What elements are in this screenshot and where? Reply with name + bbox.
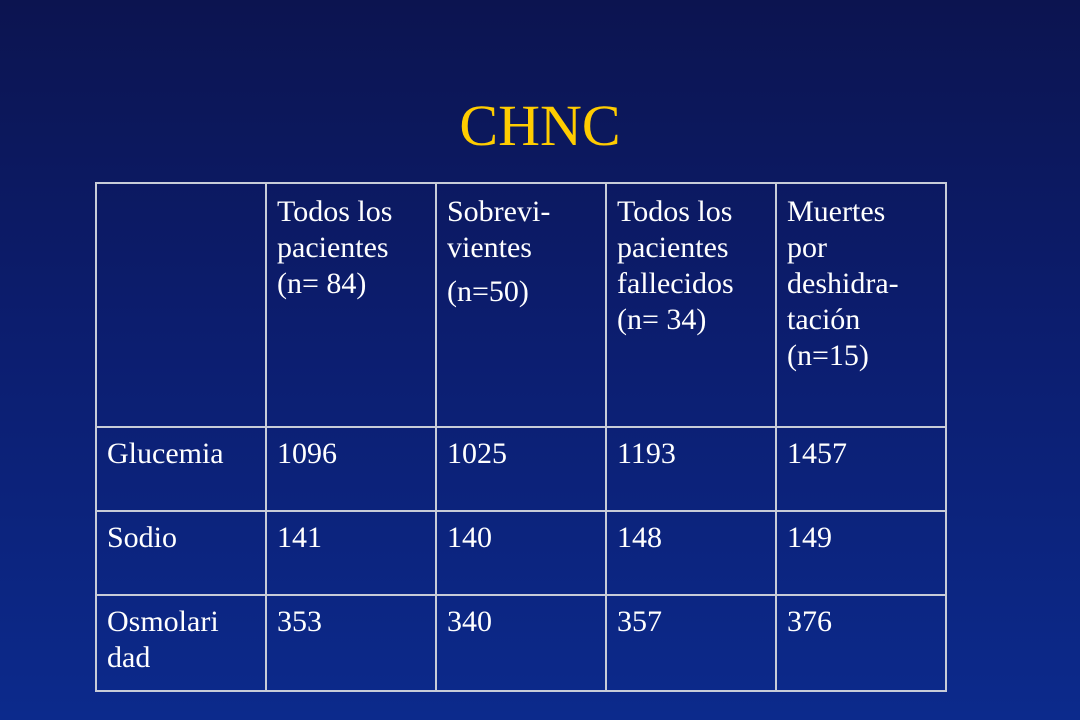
- table-cell: 1457: [776, 427, 946, 511]
- table-cell: 1193: [606, 427, 776, 511]
- table-cell: 1025: [436, 427, 606, 511]
- table-cell: 376: [776, 595, 946, 691]
- header-text-line: Sobrevi-: [447, 195, 551, 228]
- header-text-line: vientes: [447, 231, 532, 264]
- table-cell: 140: [436, 511, 606, 595]
- row-label-text: dad: [107, 641, 151, 674]
- table-cell: 148: [606, 511, 776, 595]
- table-cell: 357: [606, 595, 776, 691]
- table-cell: 353: [266, 595, 436, 691]
- slide-title: CHNC: [459, 93, 621, 158]
- table-cell: 149: [776, 511, 946, 595]
- table-row-glucemia: [96, 427, 946, 511]
- header-text-line: Todos los: [617, 195, 733, 228]
- table-row-sodio: [96, 511, 946, 595]
- header-text-line: Todos los: [277, 195, 393, 228]
- row-label: [96, 511, 266, 595]
- table-row-osmolaridad: [96, 595, 946, 691]
- row-label-text: Osmolari: [107, 605, 219, 638]
- header-cell-survivors: [436, 183, 606, 427]
- header-text-line: Muertes: [787, 195, 886, 228]
- header-text-line: (n=50): [447, 275, 529, 308]
- header-cell-empty: [96, 183, 266, 427]
- row-label: [96, 595, 266, 691]
- header-cell-deceased: [606, 183, 776, 427]
- table-cell: 141: [266, 511, 436, 595]
- table-header-row: [96, 183, 946, 427]
- header-text-line: (n= 34): [617, 303, 707, 336]
- row-label: [96, 427, 266, 511]
- header-text-line: tación: [787, 303, 861, 336]
- header-text-line: (n=15): [787, 339, 869, 372]
- data-table: [95, 182, 947, 692]
- header-cell-dehydration-deaths: [776, 183, 946, 427]
- header-cell-all-patients: [266, 183, 436, 427]
- header-text-line: deshidra-: [787, 267, 899, 300]
- row-label-text: Glucemia: [107, 437, 224, 470]
- row-label-text: Sodio: [107, 521, 178, 554]
- table-cell: 340: [436, 595, 606, 691]
- header-text-line: por: [787, 231, 827, 264]
- header-text-line: pacientes: [277, 231, 389, 264]
- header-text-line: (n= 84): [277, 267, 367, 300]
- table-cell: 1096: [266, 427, 436, 511]
- header-text-line: fallecidos: [617, 267, 734, 300]
- header-text-line: pacientes: [617, 231, 729, 264]
